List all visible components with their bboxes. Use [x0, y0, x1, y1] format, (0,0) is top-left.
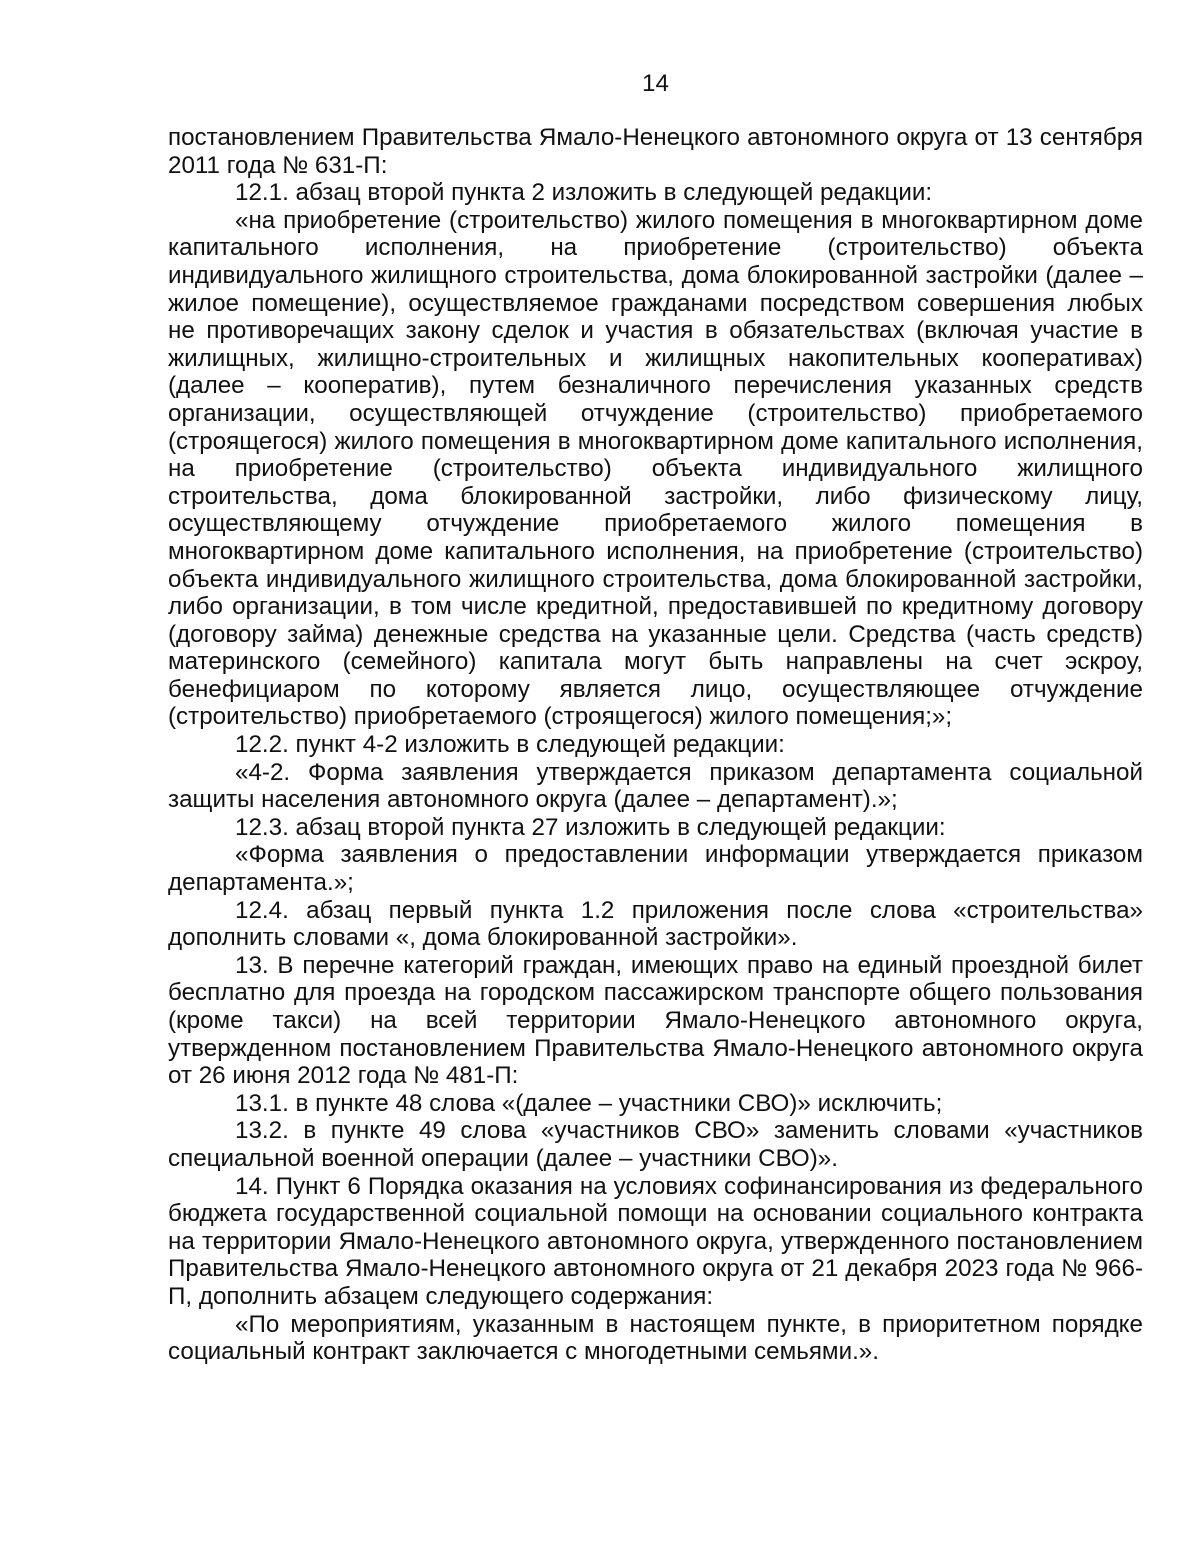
paragraph-quote-12-2: «4-2. Форма заявления утверждается приказом департамента социальной защиты населения автономного округа (далее – департамент).»; — [168, 758, 1143, 814]
paragraph-12-2: 12.2. пункт 4-2 изложить в следующей редакции: — [235, 731, 785, 759]
paragraph-12-1: 12.1. абзац второй пункта 2 изложить в следующей редакции: — [235, 179, 933, 207]
page-number: 14 — [642, 70, 669, 97]
paragraph-14: 14. Пункт 6 Порядка оказания на условиях софинансирования из федерального бюджета государственной социальной помощи на основании социального контракта на территории Ямало-Ненецкого автономного округа, утвержденного постановлением Правительства Ямало-Ненецкого автономного округа от 21 декабря 2023 года № 966-П, дополнить абзацем следующего содержания: — [168, 1172, 1143, 1310]
paragraph-12-3: 12.3. абзац второй пункта 27 изложить в следующей редакции: — [235, 813, 946, 841]
document-body — [168, 124, 1143, 1366]
paragraph-quote-12-3: «Форма заявления о предоставлении информации утверждается приказом департамента.»; — [168, 841, 1143, 897]
paragraph-quote-12-1: «на приобретение (строительство) жилого помещения в многоквартирном доме капитального исполнения, на приобретение (строительство) объекта индивидуального жилищного строительства, дома блокированной застройки (далее – жилое помещение), осуществляемое гражданами посредством совершения любых не противоречащих закону сделок и участия в обязательствах (включая участие в жилищных, жилищно-строительных и жилищных накопительных кооперативах) (далее – кооператив), путем безналичного перечисления указанных средств организации, осуществляющей отчуждение (строительство) приобретаемого (строящегося) жилого помещения в многоквартирном доме капитального исполнения, на приобретение (строительство) объекта индивидуального жилищного строительства, дома блокированной застройки, либо физическому лицу, осуществляющему отчуждение приобретаемого жилого помещения в многоквартирном доме капитального исполнения, на приобретение (строительство) объекта индивидуального жилищного строительства, дома блокированной застройки, либо организации, в том числе кредитной, предоставившей по кредитному договору (договору займа) денежные средства на указанные цели. Средства (часть средств) материнского (семейного) капитала могут быть направлены на счет эскроу, бенефициаром по которому является лицо, осуществляющее отчуждение (строительство) приобретаемого (строящегося) жилого помещения;»; — [168, 206, 1143, 731]
document-page — [168, 0, 1143, 1553]
paragraph-13-1: 13.1. в пункте 48 слова «(далее – участники СВО)» исключить; — [235, 1089, 943, 1117]
paragraph-13-2: 13.2. в пункте 49 слова «участников СВО» заменить словами «участников специальной военной операции (далее – участники СВО)». — [168, 1117, 1143, 1172]
paragraph-quote-14: «По мероприятиям, указанным в настоящем пункте, в приоритетном порядке социальный контракт заключается с многодетными семьями.». — [168, 1310, 1143, 1366]
paragraph-13: 13. В перечне категорий граждан, имеющих право на единый проездной билет бесплатно для проезда на городском пассажирском транспорте общего пользования (кроме такси) на всей территории Ямало-Ненецкого автономного округа, утвержденном постановлением Правительства Ямало-Ненецкого автономного округа от 26 июня 2012 года № 481-П: — [168, 951, 1143, 1090]
paragraph-continuation: постановлением Правительства Ямало-Ненецкого автономного округа от 13 сентября 2011 года № 631-П: — [168, 124, 1143, 179]
paragraph-12-4: 12.4. абзац первый пункта 1.2 приложения после слова «строительства» дополнить словами «, дома блокированной застройки». — [168, 896, 1143, 952]
